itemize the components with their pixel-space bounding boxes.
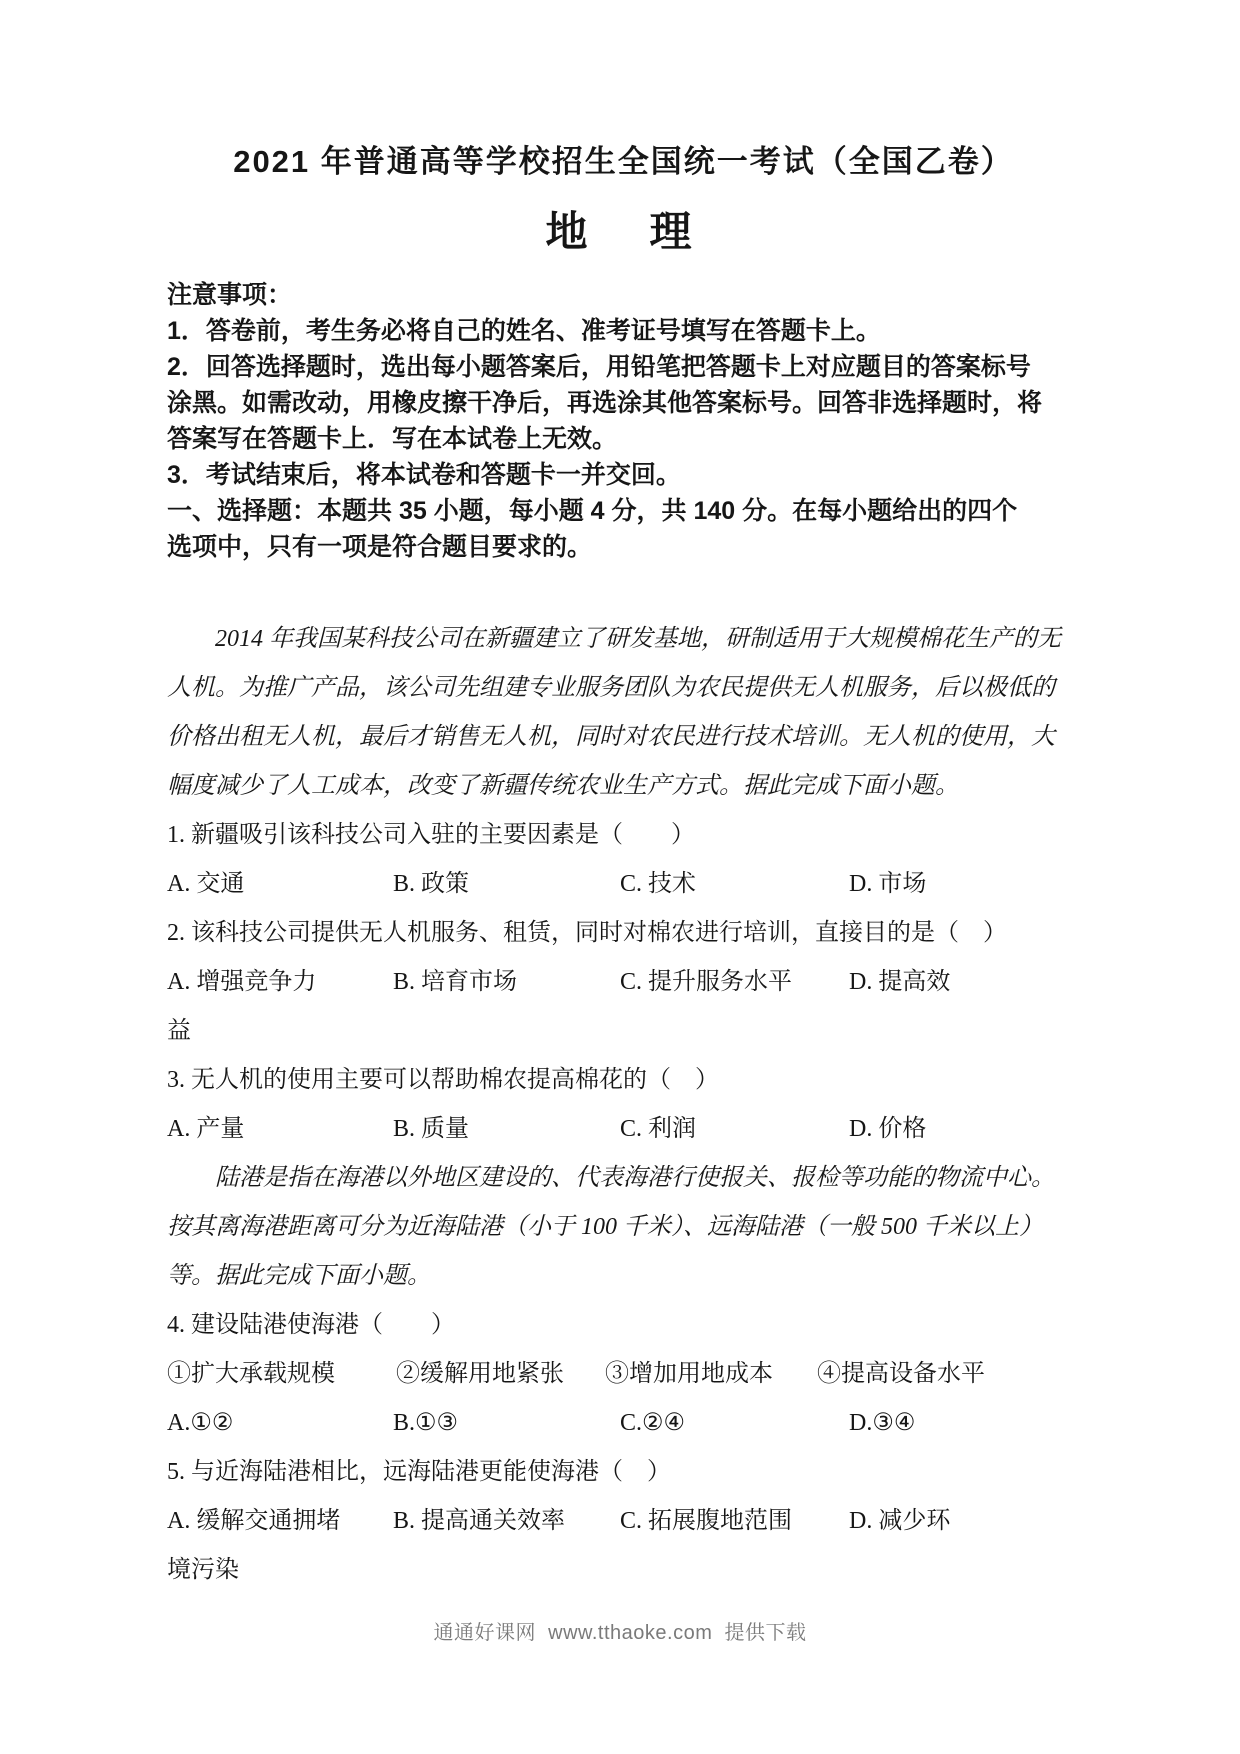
question-4-stem: 4. 建设陆港使海港（ ） <box>167 1312 455 1338</box>
question-4-suboption-4: ④提高设备水平 <box>817 1361 985 1387</box>
questions-area <box>167 615 1075 1595</box>
notice-item-3: 3．考试结束后，将本试卷和答题卡一并交回。 <box>167 461 681 489</box>
exam-title: 2021 年普通高等学校招生全国统一考试（全国乙卷） <box>233 144 1014 179</box>
footer-watermark: 通通好课网 www.tthaoke.com 提供下载 <box>433 1622 807 1644</box>
question-5-option-c: C. 拓展腹地范围 <box>620 1508 793 1534</box>
question-2-option-d: D. 提高效益 <box>167 969 951 1044</box>
question-2-option-b: B. 培育市场 <box>393 969 518 995</box>
notice-item-2: 2．回答选择题时，选出每小题答案后，用铅笔把答题卡上对应题目的答案标号涂黑。如需改动，用橡皮擦干净后，再选涂其他答案标号。回答非选择题时，将答案写在答题卡上．写在本试卷上无效。 <box>167 353 1043 453</box>
question-3-option-b: B. 质量 <box>393 1116 470 1142</box>
question-3-option-c: C. 利润 <box>620 1116 697 1142</box>
question-4-option-b: B.①③ <box>393 1410 459 1436</box>
question-4-suboption-2: ②缓解用地紧张 <box>396 1361 564 1387</box>
question-3-option-a: A. 产量 <box>167 1116 245 1142</box>
question-4-option-c: C.②④ <box>620 1410 686 1436</box>
question-4-suboption-1: ①扩大承载规模 <box>167 1361 335 1387</box>
passage-1: 2014 年我国某科技公司在新疆建立了研发基地，研制适用于大规模棉花生产的无人机。为推广产品，该公司先组建专业服务团队为农民提供无人机服务，后以极低的价格出租无人机，最后才销售无人机，同时对农民进行技术培训。无人机的使用，大幅度减少了人工成本，改变了新疆传统农业生产方式。据此完成下面小题。 <box>167 626 1061 799</box>
question-5-option-d: D. 减少环境污染 <box>167 1508 951 1583</box>
question-2-option-a: A. 增强竞争力 <box>167 969 317 995</box>
question-1-options <box>167 860 967 909</box>
page-content <box>0 142 1240 1595</box>
question-2-option-c: C. 提升服务水平 <box>620 969 793 995</box>
question-1-stem: 1. 新疆吸引该科技公司入驻的主要因素是（ ） <box>167 822 695 848</box>
question-1-option-c: C. 技术 <box>620 871 697 897</box>
question-5-options <box>167 1497 967 1595</box>
question-1-option-b: B. 政策 <box>393 871 470 897</box>
question-2-options <box>167 958 967 1056</box>
notice-heading: 注意事项： <box>167 281 293 309</box>
question-3-option-d: D. 价格 <box>849 1116 927 1142</box>
question-4-suboption-3: ③增加用地成本 <box>605 1361 773 1387</box>
passage-2: 陆港是指在海港以外地区建设的、代表海港行使报关、报检等功能的物流中心。按其离海港距离可分为近海陆港（小于 100 千米）、远海陆港（一般 500 千米以上）等。据此完成下面小题。 <box>167 1165 1055 1289</box>
question-4-options <box>167 1399 967 1448</box>
section-heading: 一、选择题：本题共 35 小题，每小题 4 分，共 140 分。在每小题给出的四个选项中，只有一项是符合题目要求的。 <box>167 497 1018 561</box>
question-2-stem: 2. 该科技公司提供无人机服务、租赁，同时对棉农进行培训，直接目的是（ ） <box>167 920 1007 946</box>
question-5-option-b: B. 提高通关效率 <box>393 1508 566 1534</box>
question-1-option-a: A. 交通 <box>167 871 245 897</box>
question-5-option-a: A. 缓解交通拥堵 <box>167 1508 341 1534</box>
question-4-option-a: A.①② <box>167 1410 234 1436</box>
question-3-stem: 3. 无人机的使用主要可以帮助棉农提高棉花的（ ） <box>167 1067 719 1093</box>
question-4-suboptions <box>167 1350 1047 1399</box>
question-4-option-d: D.③④ <box>849 1410 916 1436</box>
question-3-options <box>167 1105 967 1154</box>
question-5-stem: 5. 与近海陆港相比，远海陆港更能使海港（ ） <box>167 1459 671 1485</box>
notice-block <box>167 277 1042 565</box>
exam-subject: 地 理 <box>545 208 702 255</box>
question-1-option-d: D. 市场 <box>849 871 927 897</box>
notice-item-1: 1．答卷前，考生务必将自己的姓名、准考证号填写在答题卡上。 <box>167 317 881 345</box>
